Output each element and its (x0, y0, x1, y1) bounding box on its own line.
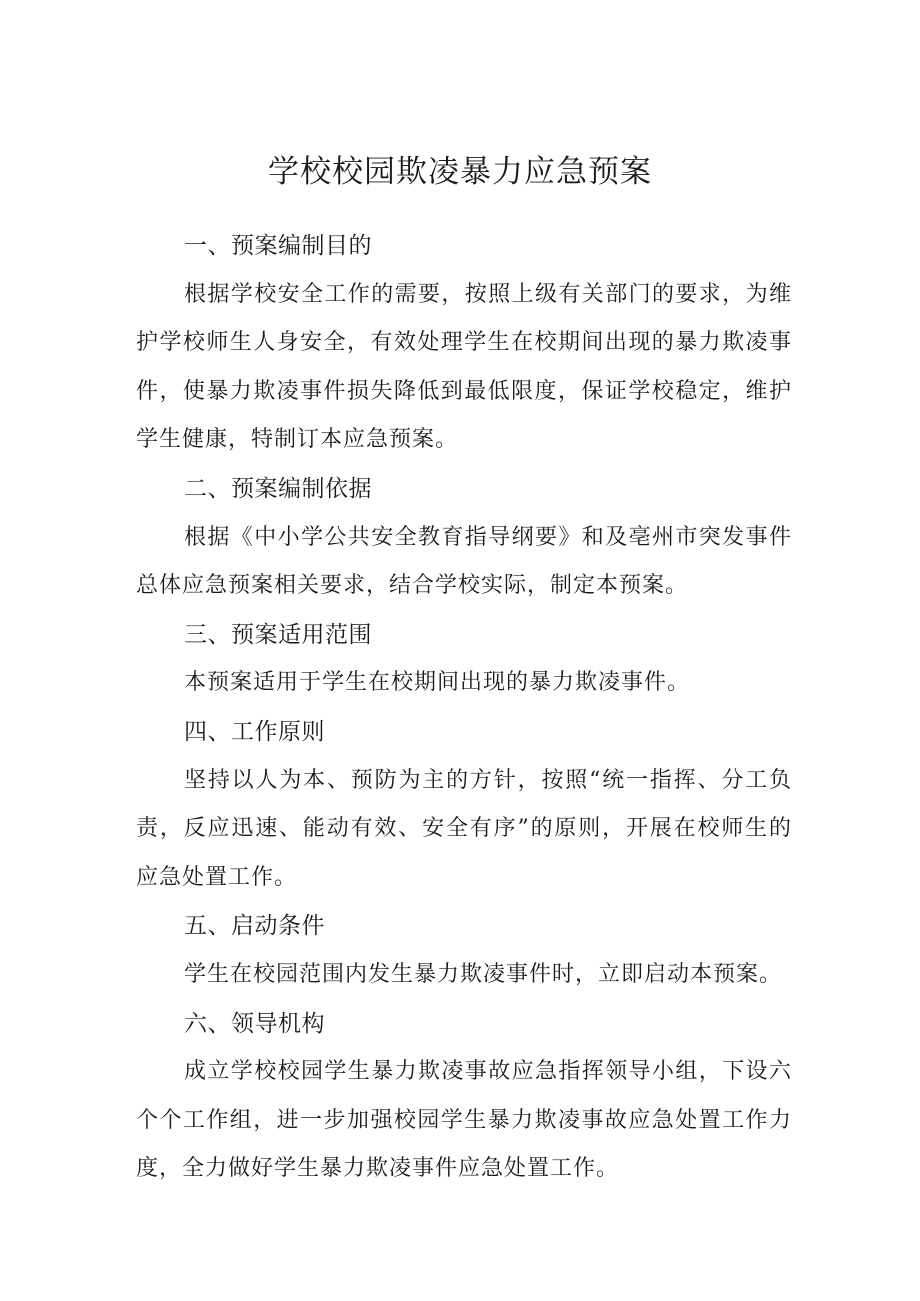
section-paragraph: 本预案适用于学生在校期间出现的暴力欺凌事件。 (184, 670, 691, 696)
section-activation (136, 902, 792, 999)
section-heading: 一、预案编制目的 (184, 233, 372, 259)
section-heading: 四、工作原则 (184, 718, 325, 745)
section-paragraph: 学生在校园范围内发生暴力欺凌事件时，立即启动本预案。 (184, 961, 783, 987)
section-paragraph: 根据《中小学公共安全教育指导纲要》和及亳州市突发事件总体应急预案相关要求，结合学校实际，制定本预案。 (136, 524, 792, 599)
document-body (136, 222, 792, 1194)
section-basis (136, 465, 792, 611)
section-leadership (136, 1000, 792, 1194)
section-paragraph: 根据学校安全工作的需要，按照上级有关部门的要求，为维护学校师生人身安全，有效处理学生在校期间出现的暴力欺凌事件，使暴力欺凌事件损失降低到最低限度，保证学校稳定，维护学生健康，特制订本应急预案。 (136, 281, 792, 453)
section-paragraph: 坚持以人为本、预防为主的方针，按照“统一指挥、分工负责，反应迅速、能动有效、安全有序”的原则，开展在校师生的应急处置工作。 (136, 767, 792, 890)
section-heading: 六、领导机构 (184, 1010, 325, 1037)
section-heading: 五、启动条件 (184, 913, 325, 940)
section-heading: 三、预案适用范围 (184, 621, 372, 648)
section-heading: 二、预案编制依据 (184, 475, 372, 502)
document-title: 学校校园欺凌暴力应急预案 (268, 154, 652, 190)
section-purpose (136, 222, 792, 465)
section-paragraph: 成立学校校园学生暴力欺凌事故应急指挥领导小组，下设六个个工作组，进一步加强校园学生暴力欺凌事故应急处置工作力度，全力做好学生暴力欺凌事件应急处置工作。 (136, 1059, 792, 1182)
section-principles (136, 708, 792, 902)
section-scope (136, 611, 792, 708)
